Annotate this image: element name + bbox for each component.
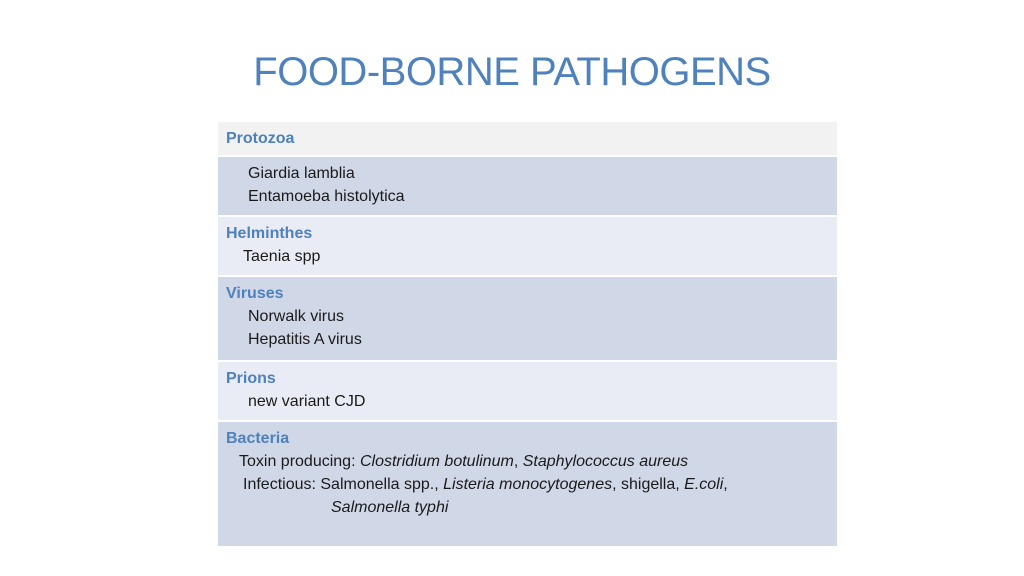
helminthes-item: Taenia spp bbox=[243, 248, 321, 265]
toxin-organism: Staphylococcus aureus bbox=[522, 453, 689, 470]
protozoa-label: Protozoa bbox=[226, 130, 295, 147]
infectious-separator: , shigella, bbox=[612, 476, 685, 493]
toxin-organism: Clostridium botulinum bbox=[359, 453, 514, 470]
protozoa-header-row bbox=[218, 122, 837, 157]
pathogen-table bbox=[218, 122, 837, 546]
helminthes-row bbox=[218, 217, 837, 277]
infectious-separator: , bbox=[723, 476, 728, 493]
viruses-item: Norwalk virus bbox=[248, 308, 345, 325]
protozoa-item: Entamoeba histolytica bbox=[248, 188, 405, 205]
viruses-row bbox=[218, 277, 837, 362]
viruses-item: Hepatitis A virus bbox=[248, 331, 362, 348]
infectious-prefix: Infectious: Salmonella spp., bbox=[243, 476, 444, 493]
bacteria-row bbox=[218, 422, 837, 546]
protozoa-item: Giardia lamblia bbox=[248, 165, 355, 182]
bacteria-label: Bacteria bbox=[226, 430, 290, 447]
infectious-organism: Listeria monocytogenes bbox=[443, 476, 613, 493]
protozoa-items-row bbox=[218, 157, 837, 217]
bacteria-toxin-line bbox=[226, 450, 837, 473]
infectious-organism: E.coli bbox=[684, 476, 724, 493]
prions-item: new variant CJD bbox=[248, 393, 366, 410]
prions-label: Prions bbox=[226, 370, 276, 387]
infectious-organism: Salmonella typhi bbox=[331, 499, 449, 516]
slide-title: FOOD-BORNE PATHOGENS bbox=[253, 50, 771, 94]
viruses-label: Viruses bbox=[226, 285, 284, 302]
bacteria-infectious-line bbox=[226, 473, 837, 496]
bacteria-infectious-continuation bbox=[226, 496, 837, 519]
helminthes-label: Helminthes bbox=[226, 225, 313, 242]
prions-row bbox=[218, 362, 837, 422]
toxin-separator: , bbox=[513, 453, 523, 470]
toxin-prefix: Toxin producing: bbox=[239, 453, 360, 470]
